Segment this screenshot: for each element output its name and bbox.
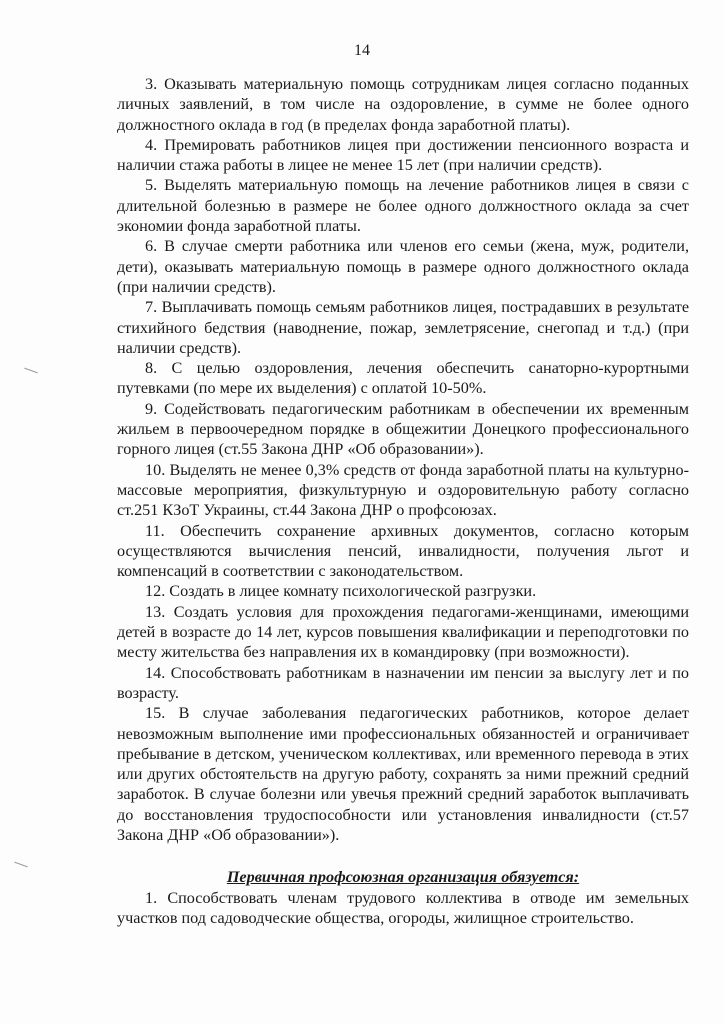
paragraph-item-12: 12. Создать в лицее комнату психологической разгрузки.: [145, 582, 537, 601]
margin-scan-mark: [14, 862, 27, 868]
paragraph-item-8: 8. С целью оздоровления, лечения обеспечить санаторно-курортными путевками (по мере их выделения) с оплатой 10-50%.: [117, 359, 689, 398]
paragraph-item-10: 10. Выделять не менее 0,3% средств от фонда заработной платы на культурно-массовые мероприятия, физкультурную и оздоровительную работу согласно ст.251 КЗоТ Украины, ст.44 Закона ДНР о профсоюзах.: [117, 460, 689, 520]
paragraph-item-3: 3. Оказывать материальную помощь сотрудникам лицея согласно поданных личных заявлений, в том числе на оздоровление, в сумме не более одного должностного оклада в год (в пределах фонда заработной платы).: [117, 75, 689, 134]
paragraph-item-11: 11. Обеспечить сохранение архивных документов, согласно которым осуществляются вычисления пенсий, инвалидности, получения льгот и компенсаций в соответствии с законодательством.: [117, 521, 689, 581]
section-heading: Первичная профсоюзная организация обязуется:: [226, 868, 580, 887]
page-number: 14: [354, 42, 370, 59]
document-body: [117, 74, 689, 928]
paragraph-item-13: 13. Создать условия для прохождения педагогами-женщинами, имеющими детей в возрасте до 14 лет, курсов повышения квалификации и переподготовки по месту жительства без направления их в командировку (при возможности).: [117, 602, 689, 662]
paragraph-item-6: 6. В случае смерти работника или членов его семьи (жена, муж, родители, дети), оказывать материальную помощь в размере одного должностного оклада (при наличии средств).: [117, 237, 689, 296]
paragraph-item-9: 9. Содействовать педагогическим работникам в обеспечении их временным жильем в первоочередном порядке в общежитии Донецкого профессионального горного лицея (ст.55 Закона ДНР «Об образовании»).: [117, 399, 689, 459]
paragraph-item-14: 14. Способствовать работникам в назначении им пенсии за выслугу лет и по возрасту.: [117, 663, 689, 702]
obligation-item-1: 1. Способствовать членам трудового коллектива в отводе им земельных участков под садоводческие общества, огороды, жилищное строительство.: [117, 888, 689, 927]
paragraph-item-15: 15. В случае заболевания педагогических работников, которое делает невозможным выполнение ими профессиональных обязанностей и ограничивает пребывание в детском, ученическом коллективах, или временного перевода в этих или других обстоятельств на другую работу, сохранять за ними прежний средний заработок. В случае болезни или увечья прежний средний заработок выплачивать до восстановления трудоспособности или установления инвалидности (ст.57 Закона ДНР «Об образовании»).: [117, 704, 689, 844]
paragraph-item-5: 5. Выделять материальную помощь на лечение работников лицея в связи с длительной болезнью в размере не более одного должностного оклада за счет экономии фонда заработной платы.: [117, 176, 689, 236]
paragraph-item-4: 4. Премировать работников лицея при достижении пенсионного возраста и наличии стажа работы в лицее не менее 15 лет (при наличии средств).: [117, 135, 689, 175]
margin-scan-mark: [24, 368, 37, 374]
paragraph-item-7: 7. Выплачивать помощь семьям работников лицея, пострадавших в результате стихийного бедствия (наводнение, пожар, землетрясение, снегопад и т.д.) (при наличии средств).: [117, 298, 689, 357]
